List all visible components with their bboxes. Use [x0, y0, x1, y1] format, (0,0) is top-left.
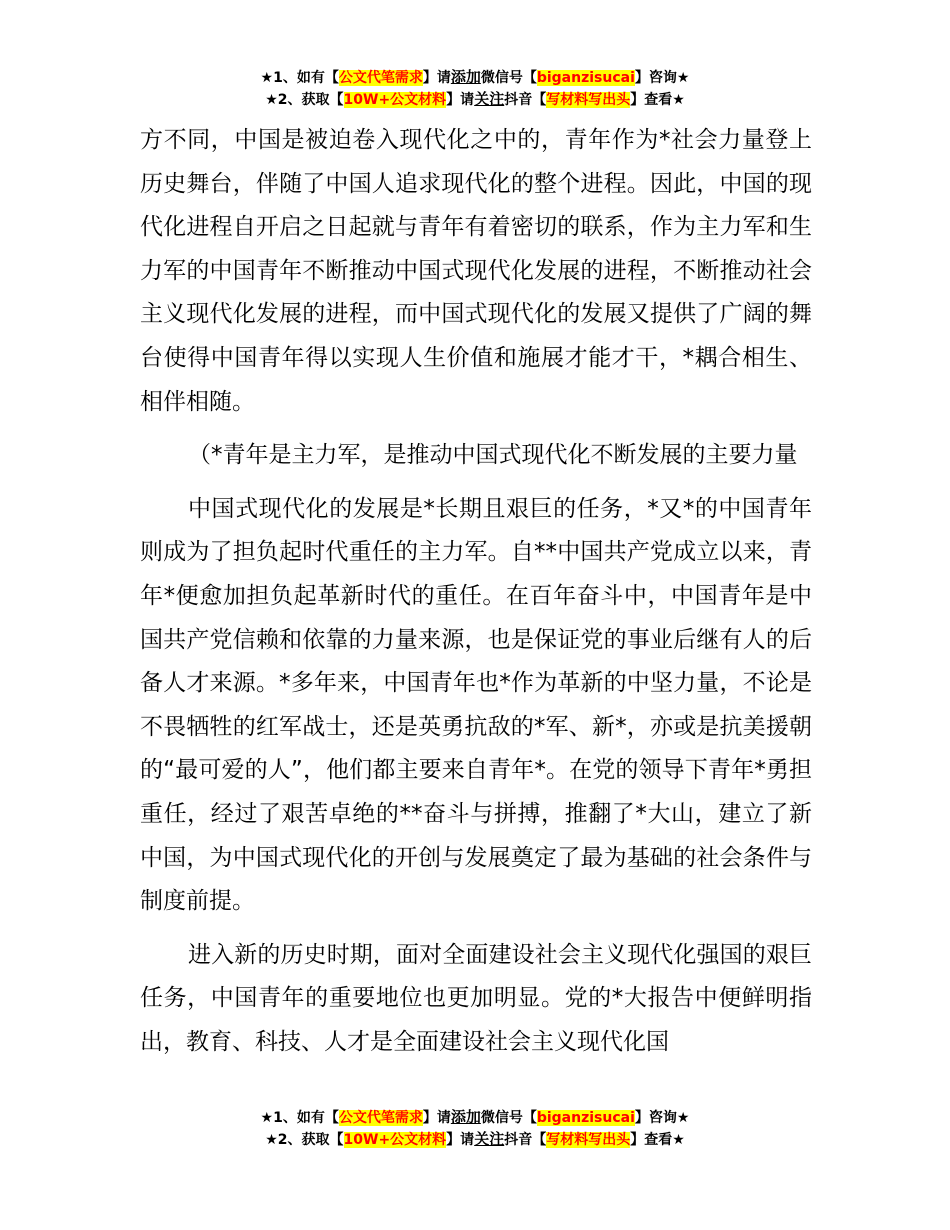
footer-promo-line-1: ★1、如有【公文代笔需求】请添加微信号【biganzisucai】咨询★ [260, 1108, 690, 1126]
footer-promo-banner [0, 1106, 950, 1150]
document-body [140, 119, 812, 1064]
footer-highlight-douyin-account: 写材料写出头 [546, 1132, 631, 1148]
body-paragraph-2: 中国式现代化的发展是*长期且艰巨的任务，*又*的中国青年则成为了担负起时代重任的主力军。自**中国共产党成立以来，青年*便愈加担负起革新时代的重任。在百年奋斗中，中国青年是中国共产党信赖和依靠的力量来源，也是保证党的事业后继有人的后备人才来源。*多年来，中国青年也*作为革新的中坚力量，不论是不畏牺牲的红军战士，还是英勇抗敌的*军、新*，亦或是抗美援朝的“最可爱的人”，他们都主要来自青年*。在党的领导下青年*勇担重任，经过了艰苦卓绝的**奋斗与拼搏，推翻了*大山，建立了新中国，为中国式现代化的开创与发展奠定了最为基础的社会条件与制度前提。 [140, 495, 812, 915]
promo-highlight-douyin-account: 写材料写出头 [546, 92, 631, 108]
promo-line-2: ★2、获取【10W+公文材料】请关注抖音【写材料写出头】查看★ [265, 90, 685, 108]
footer-highlight-wechat-id: biganzisucai [536, 1110, 635, 1126]
promo-underlined-follow: 关注 [474, 90, 505, 108]
section-heading-youth-main-force: （*青年是主力军，是推动中国式现代化不断发展的主要力量 [188, 442, 798, 469]
footer-underlined-add: 添加 [450, 1108, 481, 1126]
promo-highlight-wechat-id: biganzisucai [536, 70, 635, 86]
header-promo-banner [0, 66, 950, 110]
promo-highlight-service: 公文代笔需求 [338, 70, 423, 86]
body-paragraph-1: 方不同，中国是被迫卷入现代化之中的，青年作为*社会力量登上历史舞台，伴随了中国人追求现代化的整个进程。因此，中国的现代化进程自开启之日起就与青年有着密切的联系，作为主力军和生力军的中国青年不断推动中国式现代化发展的进程，不断推动社会主义现代化发展的进程，而中国式现代化的发展又提供了广阔的舞台使得中国青年得以实现人生价值和施展才能才干，*耦合相生、相伴相随。 [140, 127, 812, 415]
promo-line-1: ★1、如有【公文代笔需求】请添加微信号【biganzisucai】咨询★ [260, 68, 690, 86]
promo-highlight-materials: 10W+公文材料 [343, 92, 447, 108]
footer-highlight-materials: 10W+公文材料 [343, 1132, 447, 1148]
footer-underlined-follow: 关注 [474, 1130, 505, 1148]
body-paragraph-3: 进入新的历史时期，面对全面建设社会主义现代化强国的艰巨任务，中国青年的重要地位也更加明显。党的*大报告中便鲜明指出，教育、科技、人才是全面建设社会主义现代化国 [140, 941, 812, 1055]
footer-highlight-service: 公文代笔需求 [338, 1110, 423, 1126]
promo-underlined-add: 添加 [450, 68, 481, 86]
footer-promo-line-2: ★2、获取【10W+公文材料】请关注抖音【写材料写出头】查看★ [265, 1130, 685, 1148]
